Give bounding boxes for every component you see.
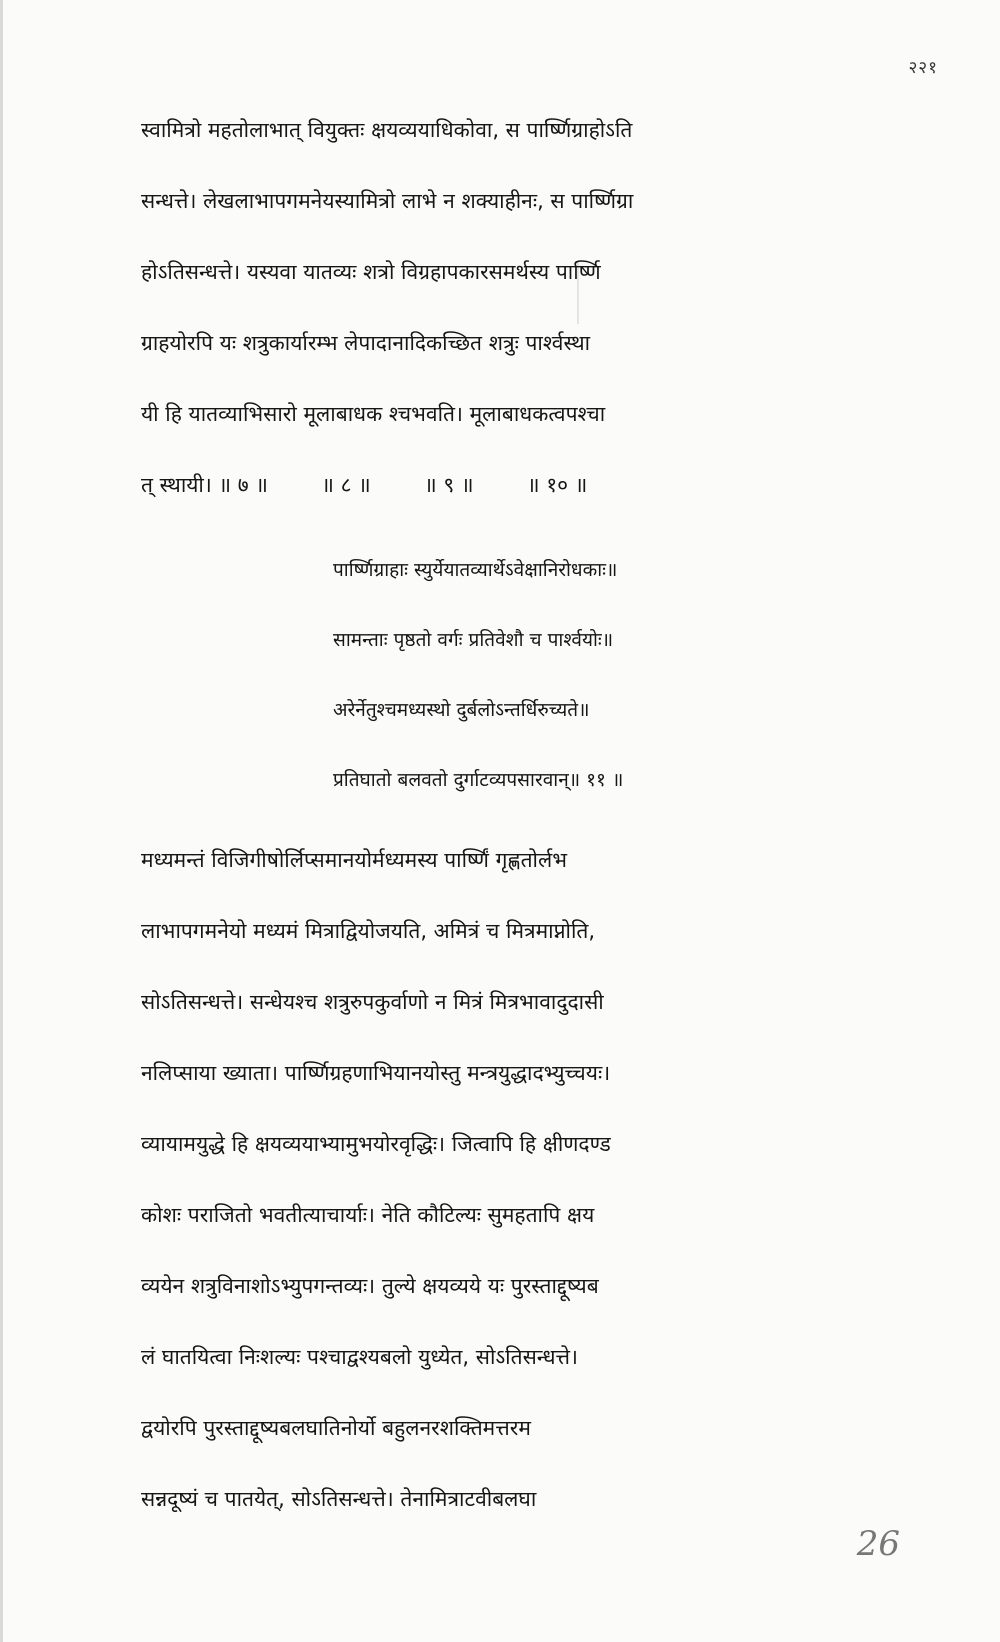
- text-line: व्ययेन शत्रुविनाशोऽभ्युपगन्तव्यः। तुल्ये क्षयव्यये यः पुरस्ताद्दूष्यब: [141, 1274, 599, 1298]
- text-line: सन्नदूष्यं च पातयेत्, सोऽतिसन्धत्ते। तेनामित्राटवीबलघा: [141, 1487, 537, 1511]
- verse-line: अरेर्नेतुश्चमध्यस्थो दुर्बलोऽन्तर्धिरुच्यते॥: [333, 699, 590, 721]
- verse-line: प्रतिघातो बलवतो दुर्गाटव्यपसारवान्॥ ११ ॥: [333, 769, 624, 791]
- verse-line: पार्ष्णिग्राहाः स्युर्येयातव्यार्थेऽवेक्षानिरोधकाः॥: [333, 559, 618, 581]
- folio-number-bottom: 26: [856, 1524, 900, 1564]
- text-line: लाभापगमनेयो मध्यमं मित्राद्वियोजयति, अमित्रं च मित्रमाप्नोति,: [141, 919, 596, 943]
- text-line: मध्यमन्तं विजिगीषोर्लिप्समानयोर्मध्यमस्य पार्ष्णिं गृह्णतोर्लभ: [141, 848, 567, 872]
- text-line: सोऽतिसन्धत्ते। सन्धेयश्च शत्रुरुपकुर्वाणो न मित्रं मित्रभावादुदासी: [141, 990, 604, 1014]
- prose-block-upper: [141, 108, 901, 534]
- text-line: द्वयोरपि पुरस्ताद्दूष्यबलघातिनोर्यो बहुलनरशक्तिमत्तरम: [141, 1416, 531, 1440]
- text-line: लं घातयित्वा निःशल्यः पश्चाद्वश्यबलो युध्येत, सोऽतिसन्धत्ते।: [141, 1345, 578, 1369]
- verse-block: [333, 548, 853, 828]
- verse-line: सामन्ताः पृष्ठतो वर्गः प्रतिवेशौ च पार्श्वयोः॥: [333, 629, 614, 651]
- folio-number-top: २२१: [908, 58, 938, 78]
- prose-block-lower: [141, 838, 901, 1548]
- text-line: व्यायामयुद्धे हि क्षयव्ययाभ्यामुभयोरवृद्धिः। जित्वापि हि क्षीणदण्ड: [141, 1132, 611, 1156]
- text-line: त् स्थायी। ॥ ७ ॥ ॥ ८ ॥ ॥ ९ ॥ ॥ १० ॥: [141, 473, 588, 497]
- text-line: होऽतिसन्धत्ते। यस्यवा यातव्यः शत्रो विग्रहापकारसमर्थस्य पार्ष्णि: [141, 260, 601, 284]
- text-line: स्वामित्रो महतोलाभात् वियुक्तः क्षयव्ययाधिकोवा, स पार्ष्णिग्राहोऽति: [141, 118, 633, 142]
- text-line: यी हि यातव्याभिसारो मूलाबाधक श्चभवति। मूलाबाधकत्वपश्चा: [141, 402, 606, 426]
- text-line: नलिप्साया ख्याता। पार्ष्णिग्रहणाभियानयोस्तु मन्त्रयुद्धादभ्युच्चयः।: [141, 1061, 611, 1085]
- text-line: कोशः पराजितो भवतीत्याचार्याः। नेति कौटिल्यः सुमहतापि क्षय: [141, 1203, 595, 1227]
- text-line: ग्राहयोरपि यः शत्रुकार्यारम्भ लेपादानादिकच्छित शत्रुः पार्श्वस्था: [141, 331, 591, 355]
- text-line: सन्धत्ते। लेखलाभापगमनेयस्यामित्रो लाभे न शक्याहीनः, स पार्ष्णिग्रा: [141, 189, 634, 213]
